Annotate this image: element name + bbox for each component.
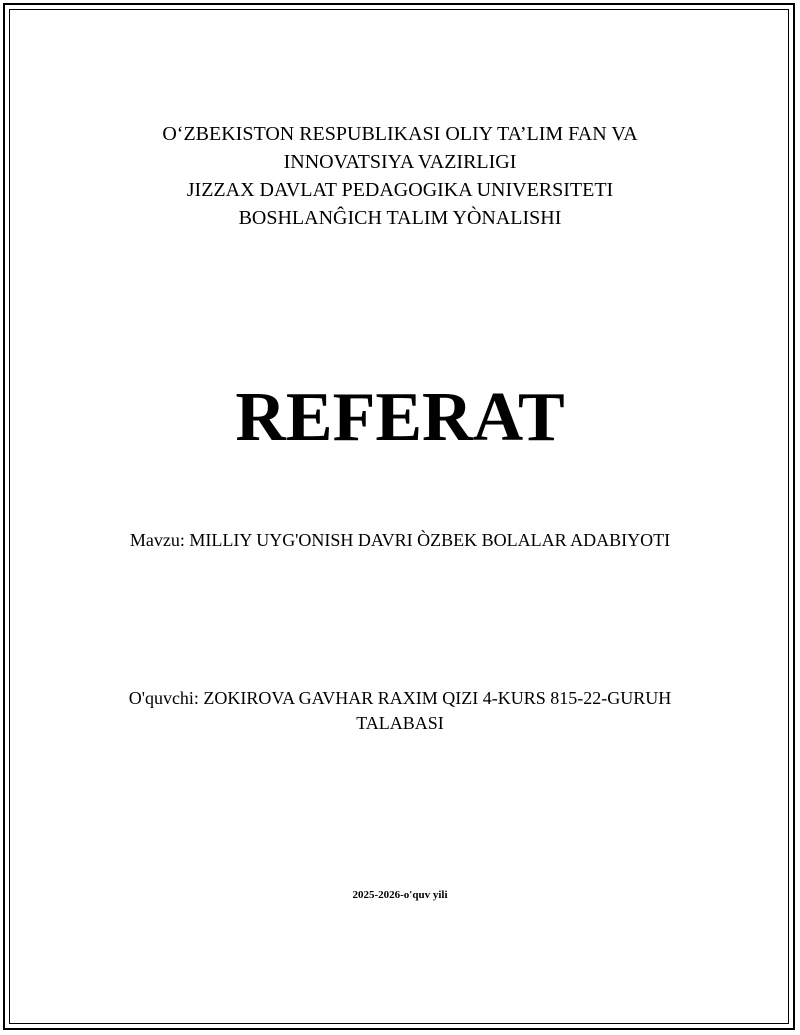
institution-header (0, 120, 800, 232)
header-line-department: BOSHLANĜICH TALIM YÒNALISHI (238, 207, 562, 229)
header-line-ministry-2: INNOVATSIYA VAZIRLIGI (283, 151, 517, 173)
topic-line: Mavzu: MILLIY UYG'ONISH DAVRI ÒZBEK BOLALAR ADABIYOTI (129, 530, 671, 550)
student-line: O'quvchi: ZOKIROVA GAVHAR RAXIM QIZI 4-KURS 815-22-GURUH TALABASI (128, 688, 672, 733)
header-line-university: JIZZAX DAVLAT PEDAGOGIKA UNIVERSITETI (186, 179, 614, 201)
header-line-ministry-1: O‘ZBEKISTON RESPUBLIKASI OLIY TA’LIM FAN VA (162, 123, 638, 145)
academic-year: 2025-2026-o'quv yili (352, 889, 448, 901)
document-title: REFERAT (235, 379, 565, 456)
